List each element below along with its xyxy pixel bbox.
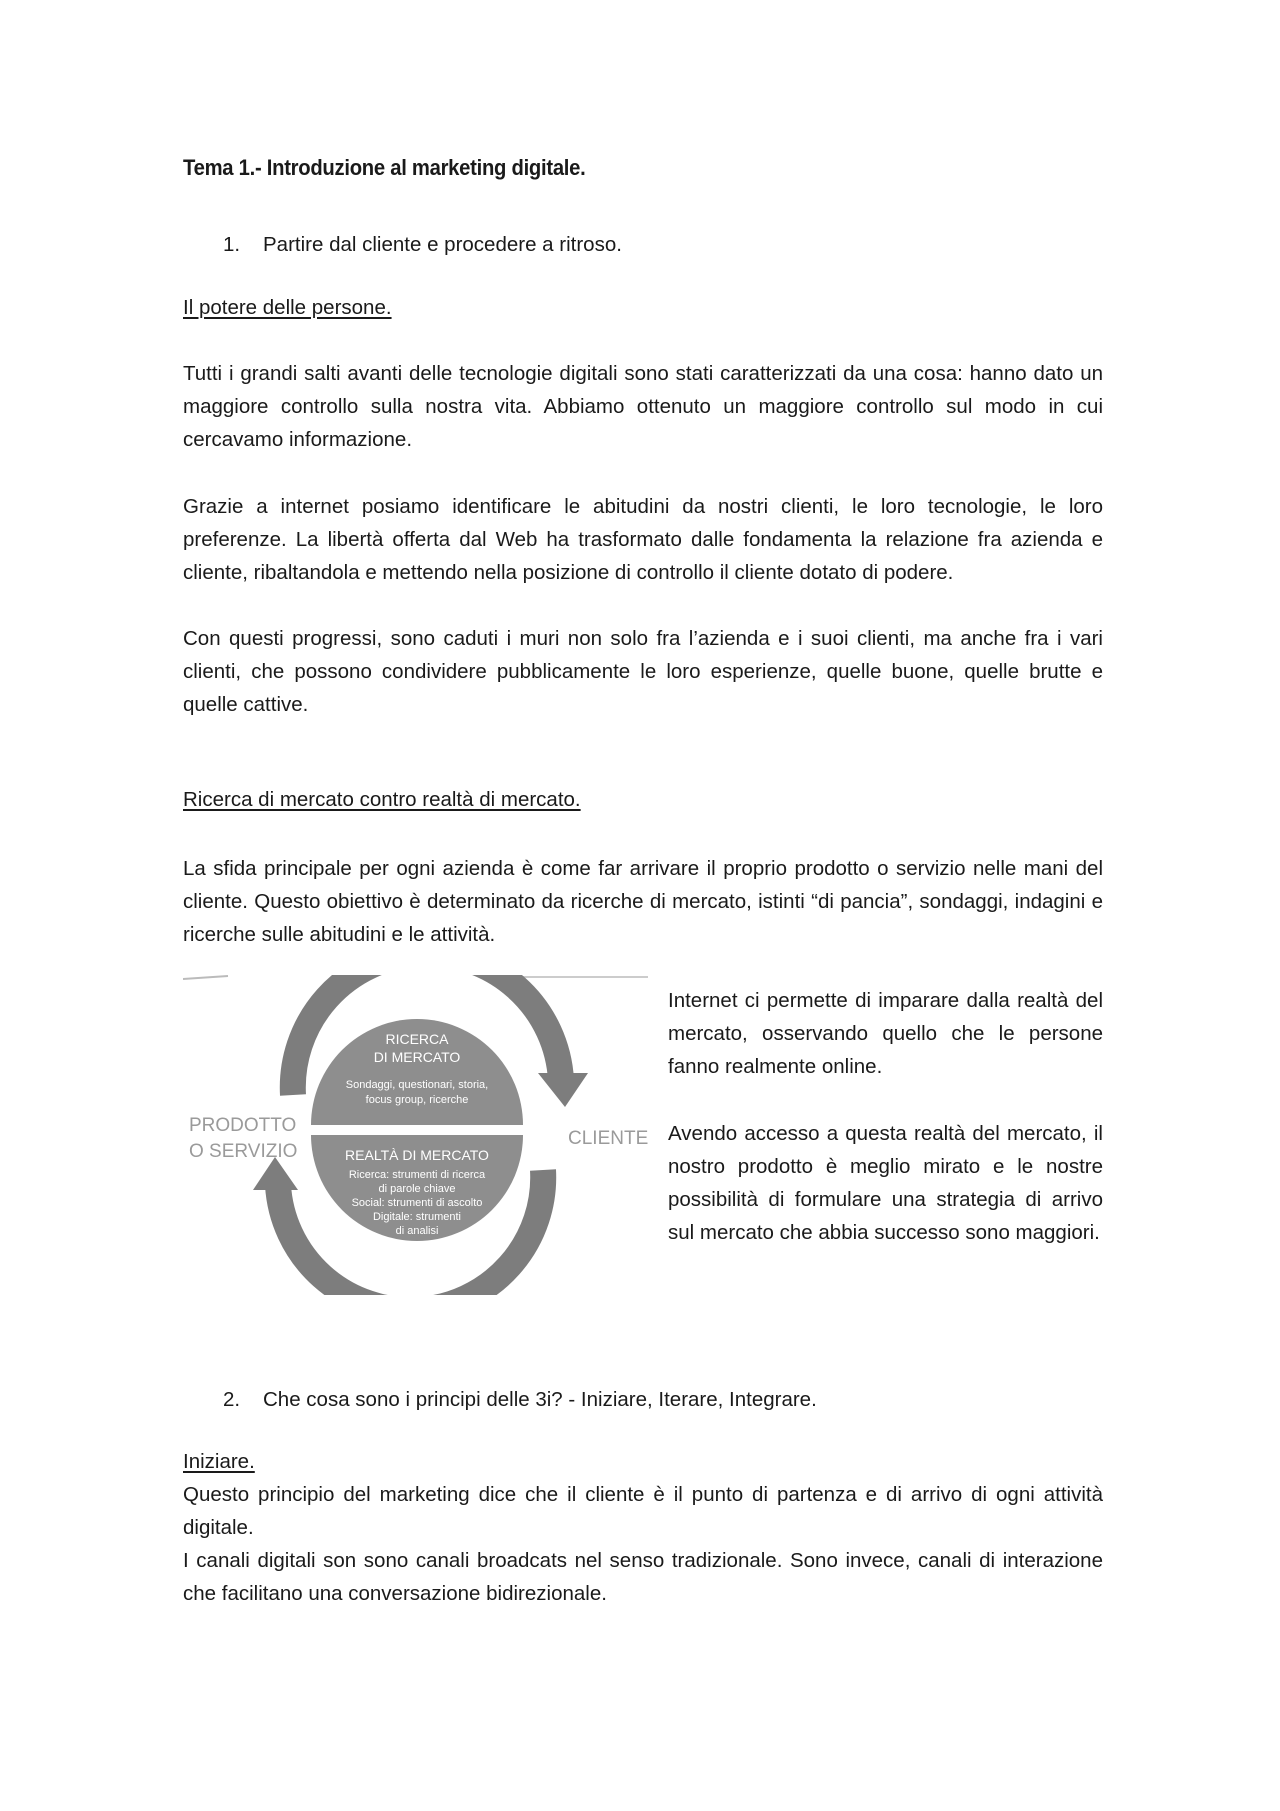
list-number: 2. <box>223 1388 241 1411</box>
right-label: CLIENTE <box>568 1128 648 1149</box>
list-text: Partire dal cliente e procedere a ritroso. <box>263 233 622 256</box>
market-research-diagram <box>183 975 648 1295</box>
side-paragraph: Internet ci permette di imparare dalla realtà del mercato, osservando quello che le persone fanno realmente online. <box>668 989 1103 1078</box>
document-title: Tema 1.- Introduzione al marketing digitale. <box>183 155 586 180</box>
scan-line <box>183 976 228 979</box>
bottom-disc-subtitle: di analisi <box>395 1225 439 1237</box>
paragraph: Tutti i grandi salti avanti delle tecnologie digitali sono stati caratterizzati da una cosa: hanno dato un maggiore controllo sulla nostra vita. Abbiamo ottenuto un maggiore controllo sul modo in cui cercavamo informazione. <box>183 362 1103 451</box>
top-disc-title: DI MERCATO <box>373 1049 461 1065</box>
paragraph: Grazie a internet posiamo identificare le abitudini da nostri clienti, le loro tecnologie, le loro preferenze. La libertà offerta dal Web ha trasformato dalle fondamenta la relazione fra azienda e cliente, ribaltandola e mettendo nella posizione di controllo il cliente dotato di podere. <box>183 495 1103 584</box>
bottom-disc-subtitle: di parole chiave <box>378 1183 456 1195</box>
top-disc-subtitle: Sondaggi, questionari, storia, <box>345 1079 489 1091</box>
list-text: Che cosa sono i principi delle 3i? - Iniziare, Iterare, Integrare. <box>263 1388 817 1411</box>
top-disc-subtitle: focus group, ricerche <box>365 1094 469 1106</box>
paragraph: Con questi progressi, sono caduti i muri non solo fra l’azienda e i suoi clienti, ma anche fra i vari clienti, che possono condividere pubblicamente le loro esperienze, quelle buone, quelle brutte e quelle cattive. <box>183 627 1103 716</box>
top-arrow-head <box>538 1073 588 1107</box>
side-paragraph: Avendo accesso a questa realtà del mercato, il nostro prodotto è meglio mirato e le nostre possibilità di formulare una strategia di arrivo sul mercato che abbia successo sono maggiori. <box>668 1122 1103 1244</box>
section-heading-ricerca: Ricerca di mercato contro realtà di mercato. <box>183 788 581 811</box>
paragraph: La sfida principale per ogni azienda è come far arrivare il proprio prodotto o servizio nelle mani del cliente. Questo obiettivo è determinato da ricerche di mercato, istinti “di pancia”, sondaggi, indagini e ricerche sulle abitudini e le attività. <box>183 857 1103 946</box>
bottom-disc-subtitle: Ricerca: strumenti di ricerca <box>348 1169 486 1181</box>
left-label: PRODOTTO <box>189 1115 297 1136</box>
list-item-2 <box>223 1383 817 1416</box>
list-item-1 <box>223 228 622 261</box>
bottom-disc-title: REALTÀ DI MERCATO <box>345 1147 489 1163</box>
bottom-disc-subtitle: Digitale: strumenti <box>372 1211 462 1223</box>
top-disc-title: RICERCA <box>385 1031 449 1047</box>
section-heading-iniziare: Iniziare. <box>183 1450 255 1473</box>
bottom-disc-subtitle: Social: strumenti di ascolto <box>351 1197 483 1209</box>
left-label: O SERVIZIO <box>189 1141 298 1162</box>
paragraph: I canali digitali son sono canali broadcats nel senso tradizionale. Sono invece, canali di interazione che facilitano una conversazione bidirezionale. <box>183 1549 1103 1605</box>
section-heading-potere: Il potere delle persone. <box>183 296 392 319</box>
paragraph: Questo principio del marketing dice che il cliente è il punto di partenza e di arrivo di ogni attività digitale. <box>183 1483 1103 1539</box>
list-number: 1. <box>223 233 241 256</box>
